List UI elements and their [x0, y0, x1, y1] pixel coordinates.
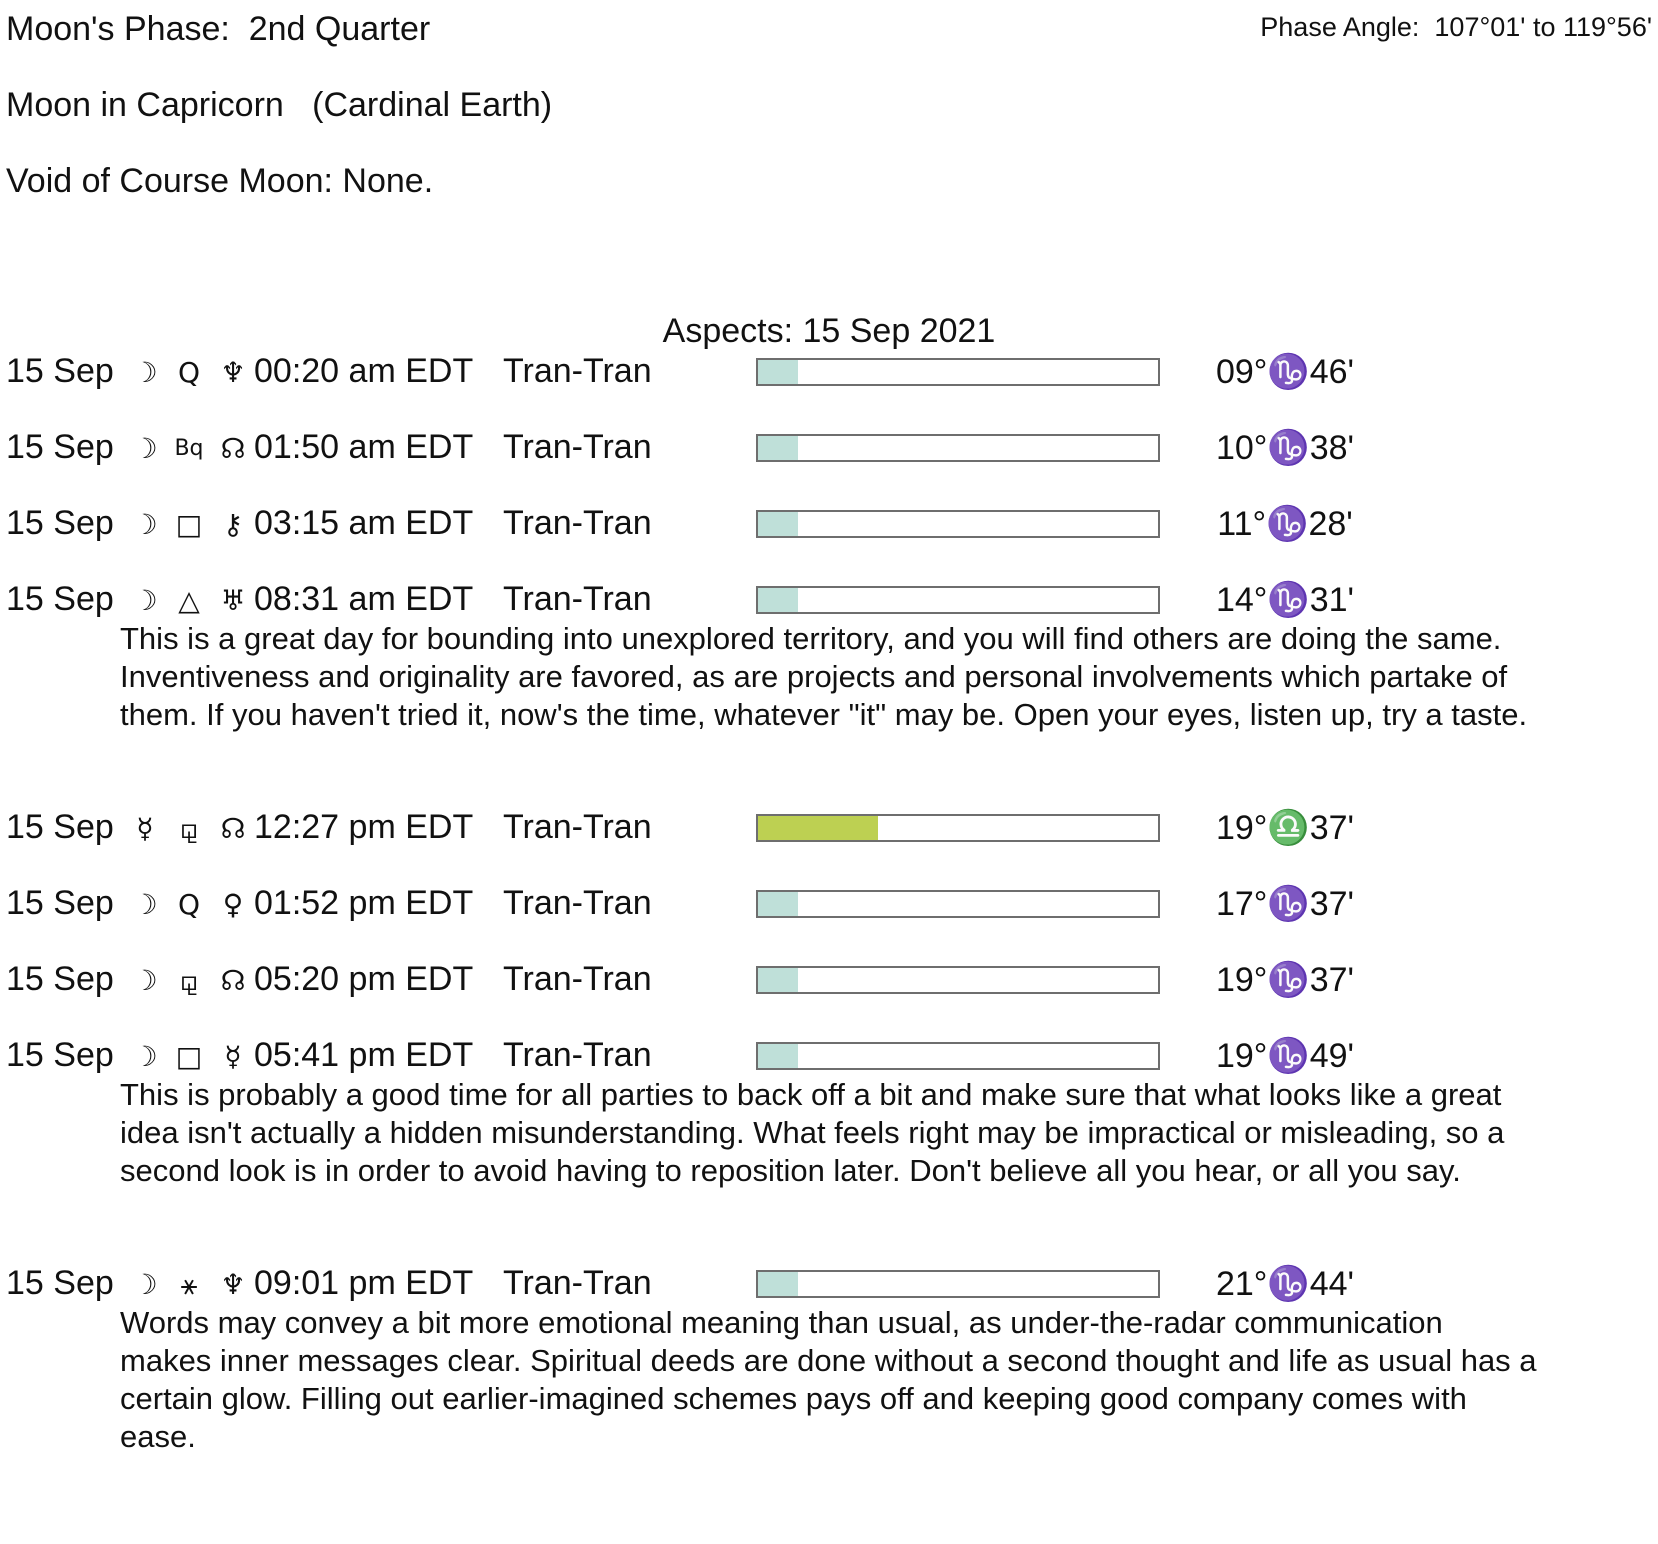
aspect-time: 12:27 pm EDT — [254, 808, 474, 846]
uranus-icon: ♅ — [220, 584, 246, 617]
aspect-date: 15 Sep — [6, 1264, 114, 1302]
quintile-icon: Q — [177, 356, 201, 389]
aspect-time: 08:31 am EDT — [254, 580, 474, 618]
strength-bar — [756, 586, 1160, 614]
chiron-icon: ⚷ — [222, 508, 244, 541]
aspect-row — [0, 580, 1658, 624]
aspect-time: 00:20 am EDT — [254, 352, 474, 390]
aspect-time: 03:15 am EDT — [254, 504, 474, 542]
aspect-date: 15 Sep — [6, 884, 114, 922]
aspect-kind: Tran-Tran — [503, 580, 652, 618]
aspect-row — [0, 1264, 1658, 1308]
quincunx-icon: ⚼ — [179, 812, 199, 845]
aspect-date: 15 Sep — [6, 352, 114, 390]
moon-icon: ☽ — [132, 1268, 158, 1301]
venus-icon: ♀ — [222, 888, 244, 921]
aspects-title: Aspects: 15 Sep 2021 — [662, 312, 996, 350]
strength-bar-fill — [758, 968, 798, 992]
aspect-row — [0, 960, 1658, 1004]
strength-bar-fill — [758, 1044, 798, 1068]
aspect-kind: Tran-Tran — [503, 352, 652, 390]
aspect-date: 15 Sep — [6, 504, 114, 542]
moon-icon: ☽ — [132, 888, 158, 921]
aspect-description: Words may convey a bit more emotional meaning than usual, as under-the-radar communication makes inner messages clear. Spiritual deeds are done without a second thought and life as usual has a certain glow. Filling out earlier-imagined schemes pays off and keeping good company comes with ease. — [120, 1305, 1537, 1454]
strength-bar-fill — [758, 588, 798, 612]
aspect-kind: Tran-Tran — [503, 808, 652, 846]
aspect-kind: Tran-Tran — [503, 884, 652, 922]
moon-icon: ☽ — [132, 584, 158, 617]
aspect-date: 15 Sep — [6, 428, 114, 466]
aspect-date: 15 Sep — [6, 960, 114, 998]
moon-phase: Moon's Phase: 2nd Quarter — [6, 10, 431, 48]
quincunx-icon: ⚼ — [179, 964, 199, 997]
aspect-position: 10°♑38' — [1215, 429, 1355, 467]
aspect-position: 17°♑37' — [1215, 885, 1355, 923]
aspect-description: This is probably a good time for all parties to back off a bit and make sure that what looks like a great idea isn't actually a hidden misunderstanding. What feels right may be impractical or misleading, so a second look is in order to avoid having to reposition later. Don't believe all you hear, or all you say. — [120, 1077, 1505, 1188]
strength-bar — [756, 434, 1160, 462]
strength-bar — [756, 1270, 1160, 1298]
aspect-date: 15 Sep — [6, 808, 114, 846]
moon-icon: ☽ — [132, 1040, 158, 1073]
north-node-icon: ☊ — [220, 964, 246, 997]
aspect-time: 01:52 pm EDT — [254, 884, 474, 922]
strength-bar-fill — [758, 892, 798, 916]
strength-bar-fill — [758, 1272, 798, 1296]
mercury-icon: ☿ — [224, 1040, 242, 1073]
aspect-date: 15 Sep — [6, 580, 114, 618]
aspect-row — [0, 428, 1658, 472]
strength-bar — [756, 966, 1160, 994]
aspect-row — [0, 808, 1658, 852]
strength-bar — [756, 890, 1160, 918]
trine-icon: △ — [178, 584, 200, 617]
square-icon: □ — [175, 1040, 203, 1073]
strength-bar — [756, 510, 1160, 538]
aspect-time: 09:01 pm EDT — [254, 1264, 474, 1302]
aspect-time: 01:50 am EDT — [254, 428, 474, 466]
aspect-position: 19°♑37' — [1215, 961, 1355, 999]
aspect-kind: Tran-Tran — [503, 1036, 652, 1074]
phase-angle: Phase Angle: 107°01' to 119°56' — [1260, 12, 1652, 42]
strength-bar — [756, 814, 1160, 842]
neptune-icon: ♆ — [220, 1268, 246, 1301]
moon-icon: ☽ — [132, 432, 158, 465]
aspect-kind: Tran-Tran — [503, 504, 652, 542]
square-icon: □ — [175, 508, 203, 541]
north-node-icon: ☊ — [220, 812, 246, 845]
aspect-position: 19°♑49' — [1215, 1037, 1355, 1075]
aspect-position: 11°♑28' — [1217, 505, 1353, 543]
aspect-position: 19°♎37' — [1215, 809, 1355, 847]
biquintile-icon: Bq — [174, 436, 204, 461]
strength-bar-fill — [758, 512, 798, 536]
strength-bar-fill — [758, 436, 798, 460]
aspect-time: 05:20 pm EDT — [254, 960, 474, 998]
moon-icon: ☽ — [132, 356, 158, 389]
quintile-icon: Q — [177, 888, 201, 921]
moon-sign: Moon in Capricorn (Cardinal Earth) — [6, 86, 553, 124]
moon-icon: ☽ — [132, 964, 158, 997]
strength-bar — [756, 1042, 1160, 1070]
void-of-course: Void of Course Moon: None. — [6, 162, 434, 200]
aspect-row — [0, 884, 1658, 928]
aspect-kind: Tran-Tran — [503, 1264, 652, 1302]
aspect-description: This is a great day for bounding into unexplored territory, and you will find others are doing the same. Inventiveness and originality are favored, as are projects and personal involvements which partake of them. If you haven't tried it, now's the time, whatever "it" may be. Open your eyes, listen up, try a taste. — [120, 621, 1528, 732]
aspect-date: 15 Sep — [6, 1036, 114, 1074]
moon-icon: ☽ — [132, 508, 158, 541]
strength-bar — [756, 358, 1160, 386]
aspect-row — [0, 1036, 1658, 1080]
aspect-kind: Tran-Tran — [503, 960, 652, 998]
sextile-icon: ⚹ — [180, 1268, 198, 1301]
aspect-position: 09°♑46' — [1215, 353, 1355, 391]
strength-bar-fill — [758, 816, 878, 840]
north-node-icon: ☊ — [220, 432, 246, 465]
aspect-position: 14°♑31' — [1215, 581, 1355, 619]
aspect-row — [0, 504, 1658, 548]
aspect-row — [0, 352, 1658, 396]
aspect-position: 21°♑44' — [1215, 1265, 1355, 1303]
aspect-time: 05:41 pm EDT — [254, 1036, 474, 1074]
aspect-kind: Tran-Tran — [503, 428, 652, 466]
strength-bar-fill — [758, 360, 798, 384]
neptune-icon: ♆ — [220, 356, 246, 389]
mercury-icon: ☿ — [136, 812, 154, 845]
